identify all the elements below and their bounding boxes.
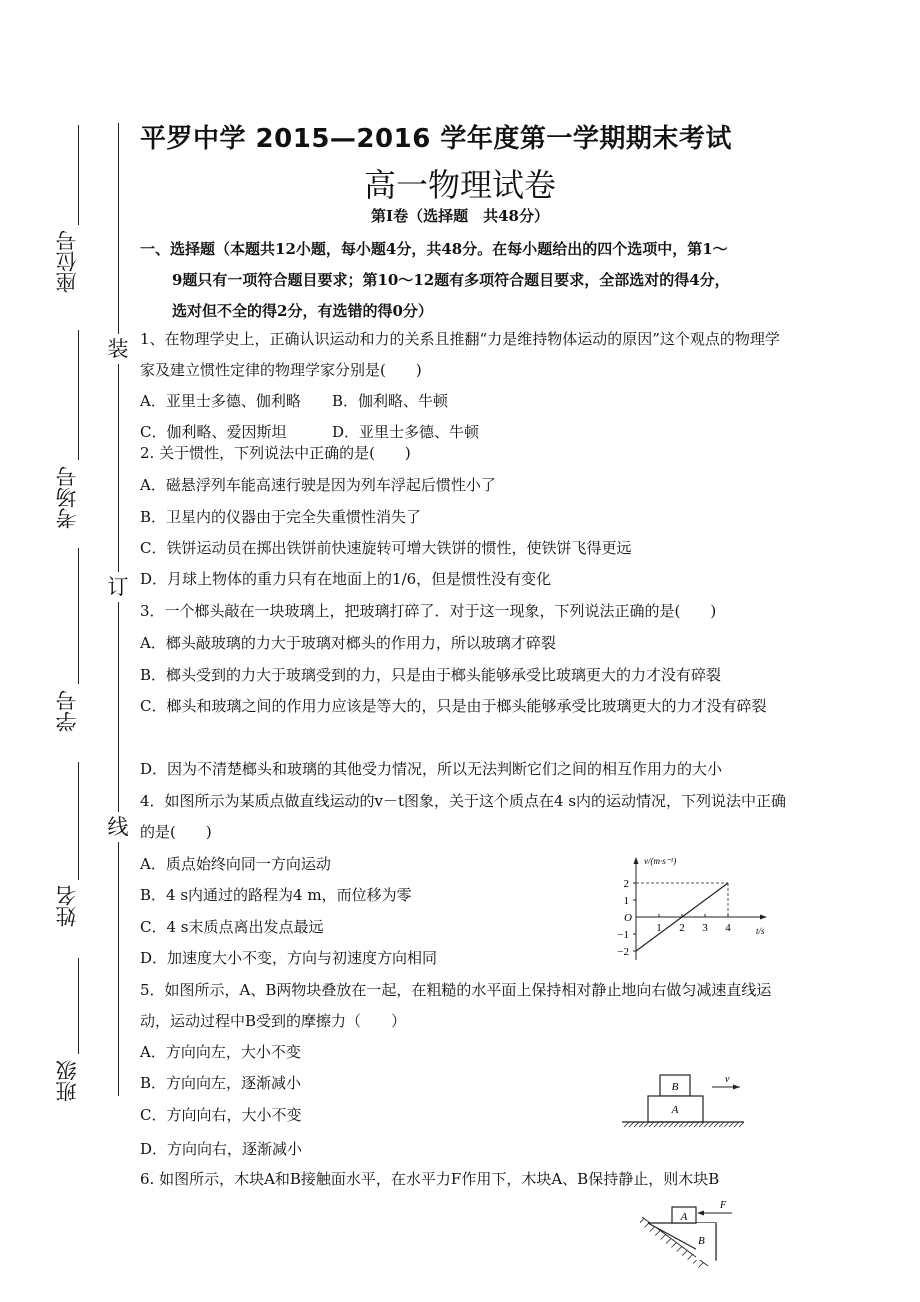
question-2-option-d: D．月球上物体的重力只有在地面上的1/6，但是惯性没有变化: [140, 570, 552, 588]
incline-hatch: [677, 1247, 682, 1252]
x-tick-label: 2: [679, 922, 685, 934]
x-tick-label: 1: [656, 922, 662, 934]
class-label: 班级: [55, 1060, 79, 1102]
question-3-stem: 3．一个榔头敲在一块玻璃上，把玻璃打碎了．对于这一现象，下列说法正确的是( ): [140, 602, 717, 620]
question-5-option-a: A．方向向左，大小不变: [140, 1043, 301, 1061]
velocity-arrow-head: [733, 1085, 740, 1090]
ground-hatch: [734, 1122, 739, 1127]
paper-title: 高一物理试卷: [363, 166, 556, 204]
name-blank: [78, 762, 79, 880]
incline-block-b-label: B: [698, 1235, 705, 1247]
instructions-line-2: 9题只有一项符合题目要求；第10～12题有多项符合题目要求，全部选对的得4分，: [172, 271, 730, 289]
force-arrow-head: [697, 1211, 704, 1216]
exam-room-label: 考场号: [55, 466, 79, 529]
ground-hatch: [739, 1122, 744, 1127]
student-number-blank: [78, 548, 79, 684]
y-axis-arrow: [634, 857, 639, 864]
ground-hatch: [644, 1122, 649, 1127]
class-blank: [78, 958, 79, 1054]
incline-hatch: [698, 1263, 703, 1268]
incline-hatch: [666, 1239, 671, 1244]
incline-hatch: [688, 1255, 693, 1260]
question-1-option-c: C．伽利略、爱因斯坦: [140, 423, 287, 441]
question-1-option-a: A．亚里士多德、伽利略: [140, 392, 301, 410]
binding-mark-xian: 线: [106, 812, 130, 842]
x-axis-label: t/s: [756, 926, 765, 936]
ground-hatch: [714, 1122, 719, 1127]
binding-line: [118, 123, 119, 1096]
question-3-option-a: A．榔头敲玻璃的力大于玻璃对榔头的作用力，所以玻璃才碎裂: [140, 634, 556, 652]
ground-hatch: [664, 1122, 669, 1127]
y-tick-label: −2: [617, 946, 629, 958]
y-tick-label: 2: [623, 878, 629, 890]
ground-hatch: [694, 1122, 699, 1127]
ground-hatch: [674, 1122, 679, 1127]
ground-hatch: [684, 1122, 689, 1127]
binding-mark-ding: 订: [106, 572, 130, 602]
question-4-option-b: B．4 s内通过的路程为4 m，而位移为零: [140, 886, 412, 904]
question-4-option-d: D．加速度大小不变，方向与初速度方向相同: [140, 949, 438, 967]
instructions-line-1: 一、选择题（本题共12小题，每小题4分，共48分。在每小题给出的四个选项中，第1～: [140, 240, 728, 258]
ground-hatch: [689, 1122, 694, 1127]
question-5-stem: 5．如图所示，A、B两物块叠放在一起，在粗糙的水平面上保持相对静止地向右做匀减速直线运动，运动过程中B受到的摩擦力（ ）: [140, 981, 772, 1030]
ground-hatch: [679, 1122, 684, 1127]
incline-hatch: [650, 1227, 655, 1232]
y-tick-label: −1: [617, 929, 629, 941]
ground-hatch: [729, 1122, 734, 1127]
part-title: 第Ⅰ卷（选择题 共48分）: [371, 207, 549, 225]
question-4-stem: 4．如图所示为某质点做直线运动的v－t图象，关于这个质点在4 s内的运动情况，下列说法中正确的是( ): [140, 792, 787, 841]
ground-hatch: [719, 1122, 724, 1127]
x-tick-label: 3: [702, 922, 708, 934]
incline-hatch: [640, 1219, 644, 1224]
incline-blocks-figure: [640, 1198, 760, 1270]
ground-hatch: [654, 1122, 659, 1127]
ground-hatch: [709, 1122, 714, 1127]
ground-hatch: [634, 1122, 639, 1127]
question-1-option-b: B．伽利略、牛顿: [332, 392, 449, 410]
question-5-option-c: C．方向向右，大小不变: [140, 1106, 302, 1124]
section-instructions: [140, 234, 790, 327]
incline-hatch: [655, 1231, 660, 1236]
ground-hatch: [639, 1122, 644, 1127]
ground-hatch: [649, 1122, 654, 1127]
question-1-option-d: D．亚里士多德、牛顿: [332, 423, 480, 441]
velocity-label: v: [725, 1074, 730, 1085]
ground-hatch: [704, 1122, 709, 1127]
question-4-option-c: C．4 s末质点离出发点最远: [140, 918, 324, 936]
incline-hatch: [671, 1243, 676, 1248]
question-2-option-b: B．卫星内的仪器由于完全失重惯性消失了: [140, 508, 422, 526]
question-4-option-a: A．质点始终向同一方向运动: [140, 855, 331, 873]
block-a-label: A: [671, 1104, 679, 1116]
question-2-option-c: C．铁饼运动员在掷出铁饼前快速旋转可增大铁饼的惯性，使铁饼飞得更远: [140, 539, 632, 557]
question-5-option-d: D．方向向右，逐渐减小: [140, 1140, 303, 1158]
y-axis-label: v/(m·s⁻¹): [644, 856, 677, 866]
ground-hatch: [724, 1122, 729, 1127]
incline-block-a-label: A: [680, 1211, 688, 1223]
instructions-line-3: 选对但不全的得2分，有选错的得0分）: [172, 302, 433, 320]
ground-hatch: [669, 1122, 674, 1127]
question-3-option-b: B．榔头受到的力大于玻璃受到的力，只是由于榔头能够承受比玻璃更大的力才没有碎裂: [140, 666, 722, 684]
stacked-blocks-figure: [620, 1070, 750, 1130]
question-2-option-a: A．磁悬浮列车能高速行驶是因为列车浮起后惯性小了: [140, 476, 496, 494]
question-2-stem: 2. 关于惯性，下列说法中正确的是( ): [140, 444, 411, 462]
ground-hatch: [699, 1122, 704, 1127]
x-axis-arrow: [760, 915, 767, 920]
ground-hatch: [624, 1122, 629, 1127]
y-tick-label: 1: [623, 895, 629, 907]
force-label: F: [720, 1200, 727, 1211]
student-number-label: 学号: [55, 690, 79, 732]
incline-hatch: [682, 1251, 687, 1256]
ground-hatch: [629, 1122, 634, 1127]
exam-room-blank: [78, 330, 79, 460]
binding-mark-zhuang: 装: [106, 334, 130, 364]
question-3-option-d: D．因为不清楚榔头和玻璃的其他受力情况，所以无法判断它们之间的相互作用力的大小: [140, 760, 723, 778]
exam-title: 平罗中学 2015—2016 学年度第一学期期末考试: [140, 124, 732, 154]
block-b-label: B: [671, 1081, 679, 1093]
ground-hatch: [659, 1122, 664, 1127]
seat-number-label: 座位号: [55, 230, 79, 293]
question-3-option-c: C．榔头和玻璃之间的作用力应该是等大的，只是由于榔头能够承受比玻璃更大的力才没有碎裂: [140, 697, 767, 715]
question-6-stem: 6. 如图所示，木块A和B接触面水平，在水平力F作用下，木块A、B保持静止，则木块B: [140, 1170, 720, 1188]
name-label: 姓名: [55, 885, 79, 927]
question-1-stem: 1、在物理学史上，正确认识运动和力的关系且推翻“力是维持物体运动的原因”这个观点的物理学家及建立惯性定律的物理学家分别是( ): [140, 330, 780, 379]
incline-hatch: [661, 1235, 666, 1240]
vt-graph: [614, 852, 774, 967]
x-tick-label: 4: [725, 922, 731, 934]
origin-label: O: [624, 912, 632, 924]
question-5-option-b: B．方向向左，逐渐减小: [140, 1074, 302, 1092]
